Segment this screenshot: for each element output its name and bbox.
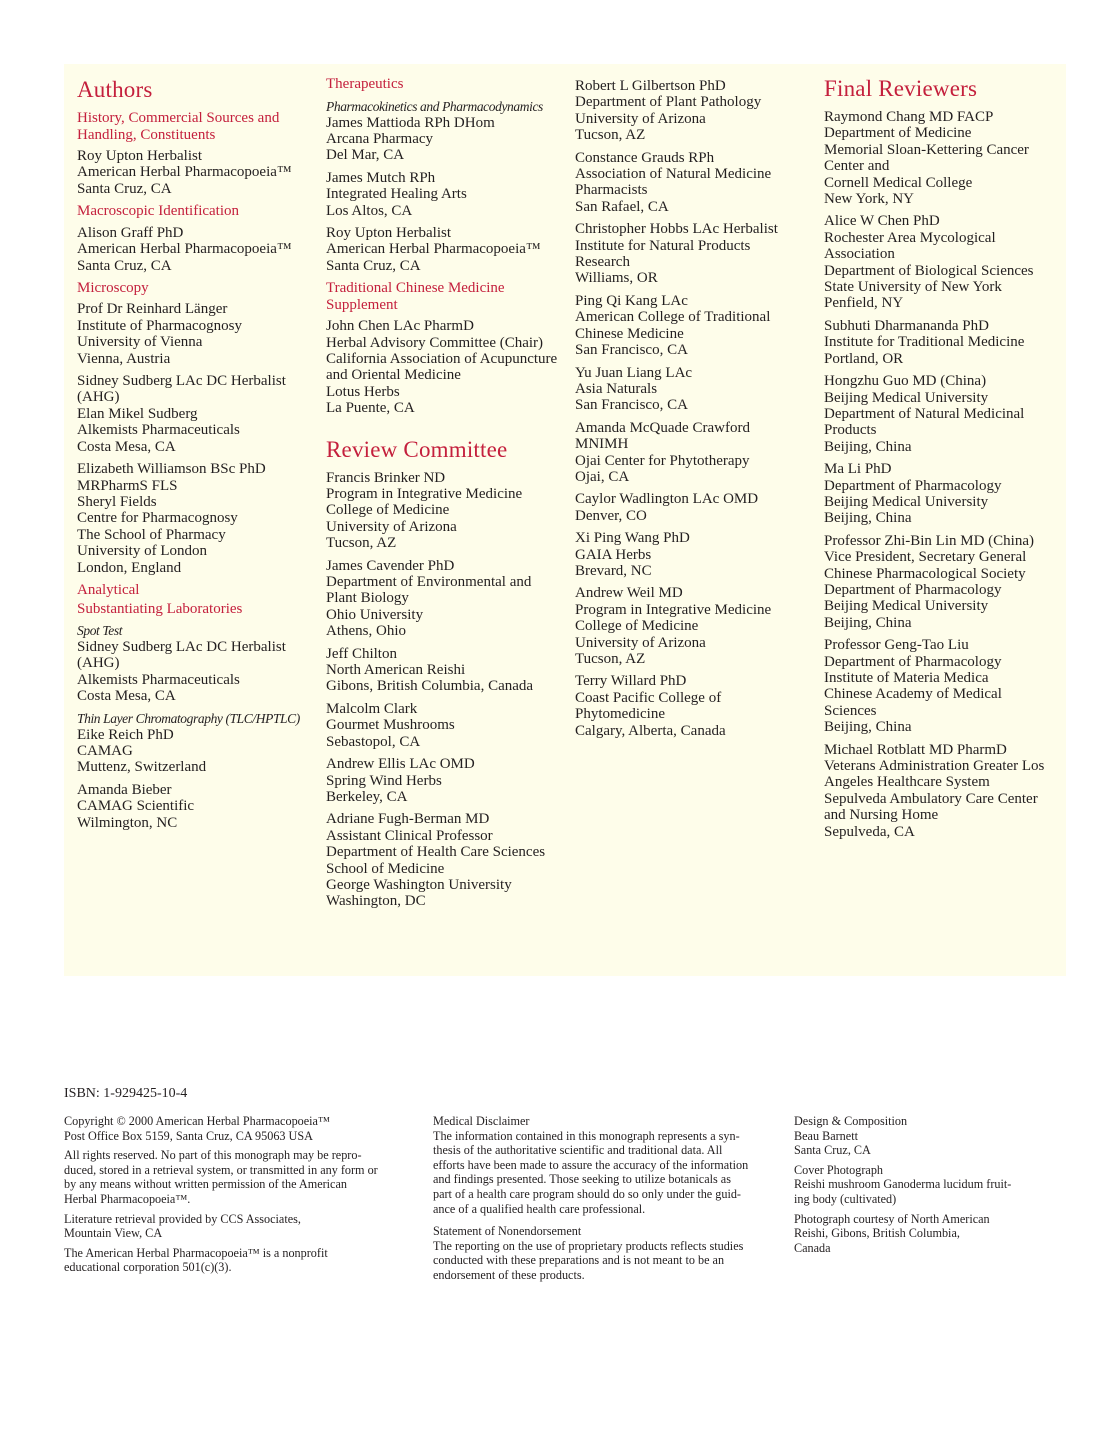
credit-entry [575, 221, 811, 287]
credit-line: Ohio University [326, 606, 424, 623]
credit-line: Williams, OR [575, 270, 658, 287]
credit-line: Del Mar, CA [326, 147, 405, 164]
credit-line: Penfield, NY [824, 295, 904, 312]
credit-line: California Association of Acupuncture [326, 350, 558, 367]
credit-line: MRPharmS FLS [77, 477, 178, 494]
therapeutics-column [326, 76, 561, 916]
credit-line: Santa Cruz, CA [326, 257, 421, 274]
credit-line: San Francisco, CA [575, 397, 688, 414]
credit-entry [77, 373, 309, 455]
subsection-label: Thin Layer Chromatography (TLC/HPTLC) [77, 710, 300, 726]
credit-entry [326, 115, 561, 164]
section-heading-line: Macroscopic Identification [77, 203, 240, 220]
credit-line: Tucson, AZ [575, 651, 646, 667]
credit-line: Sidney Sudberg LAc DC Herbalist [77, 373, 286, 390]
footer-line: The American Herbal Pharmacopoeia™ is a nonprofit [64, 1245, 328, 1260]
credit-line: CAMAG Scientific [77, 798, 195, 815]
credit-line: Andrew Weil MD [575, 585, 683, 602]
credit-line: Elizabeth Williamson BSc PhD [77, 461, 266, 478]
footer-line: and findings presented. Those seeking to utilize botanicals as [433, 1172, 731, 1187]
credit-entry [326, 701, 561, 750]
footer-line: Design & Composition [794, 1114, 908, 1128]
credit-line: Beijing Medical University [824, 493, 989, 510]
review-committee-column-continued [575, 78, 811, 745]
footer-paragraph [64, 1246, 404, 1275]
credit-line: Alice W Chen PhD [824, 213, 940, 230]
section-heading-line: Microscopy [77, 279, 149, 296]
credit-line: Chinese Pharmacological Society [824, 565, 1026, 582]
section-heading-line: History, Commercial Sources and [77, 110, 280, 126]
credit-line: Asia Naturals [575, 380, 658, 397]
credit-line: Beijing, China [824, 614, 912, 631]
credit-entry [326, 558, 561, 640]
credit-entry [326, 470, 561, 552]
credit-line: Beijing, China [824, 438, 912, 455]
credit-line: Beijing, China [824, 510, 912, 527]
footer-line: Reishi mushroom Ganoderma lucidum fruit- [794, 1177, 1012, 1192]
footer-line: Reishi, Gibons, British Columbia, [794, 1226, 960, 1241]
credit-line: School of Medicine [326, 860, 445, 877]
credit-line: James Mutch RPh [326, 169, 436, 186]
footer-paragraph [64, 1148, 404, 1206]
footer-line: Herbal Pharmacopoeia™. [64, 1191, 191, 1206]
credit-line: La Puente, CA [326, 400, 415, 417]
footer-paragraph [794, 1114, 1024, 1158]
section-heading-line: Therapeutics [326, 76, 404, 92]
credit-line: Vice President, Secretary General [824, 549, 1027, 566]
credit-line: Products [824, 422, 877, 439]
credit-line: Washington, DC [326, 893, 426, 910]
section-heading-line: Analytical [77, 581, 140, 598]
copyright-block [64, 1114, 404, 1280]
credit-line: Department of Medicine [824, 125, 972, 142]
credit-line: Institute of Pharmacognosy [77, 317, 242, 334]
footer-line: Cover Photograph [794, 1162, 884, 1177]
credit-line: Alison Graff PhD [77, 224, 184, 241]
credit-line: Subhuti Dharmananda PhD [824, 317, 989, 334]
credit-entry [575, 78, 811, 144]
footer-line: part of a health care program should do so only under the guid- [433, 1186, 741, 1201]
credit-line: Vienna, Austria [77, 350, 171, 367]
credit-line: Roy Upton Herbalist [326, 224, 451, 241]
credit-line: (AHG) [77, 389, 120, 406]
footer-line: All rights reserved. No part of this monograph may be repro- [64, 1148, 362, 1163]
credit-line: Xi Ping Wang PhD [575, 530, 690, 547]
credit-line: Tucson, AZ [326, 535, 397, 552]
credit-line: Department of Natural Medicinal [824, 405, 1025, 422]
credit-line: Constance Grauds RPh [575, 149, 715, 166]
credit-line: Athens, Ohio [326, 623, 406, 640]
credit-line: University of Arizona [326, 518, 457, 535]
authors-column [77, 76, 309, 837]
footer-line: by any means without written permission of the American [64, 1177, 347, 1192]
credit-entry [575, 673, 811, 739]
credit-entry [824, 742, 1056, 840]
credit-line: Beijing, China [824, 719, 912, 736]
credit-line: Center and [824, 158, 890, 175]
credit-line: State University of New York [824, 279, 1002, 296]
credit-line: Los Altos, CA [326, 202, 413, 219]
credit-line: Herbal Advisory Committee (Chair) [326, 334, 544, 351]
credit-line: Gibons, British Columbia, Canada [326, 678, 534, 695]
credit-line: Tucson, AZ [575, 127, 646, 144]
credit-line: Eike Reich PhD [77, 726, 174, 743]
credit-line: The School of Pharmacy [77, 526, 226, 543]
footer-line: Beau Barnett [794, 1128, 858, 1143]
footer-paragraph [64, 1212, 404, 1241]
credit-line: Elan Mikel Sudberg [77, 405, 198, 422]
credit-entry [575, 530, 811, 579]
credit-line: Department of Pharmacology [824, 581, 1002, 598]
section-heading-line: Supplement [326, 296, 398, 313]
credit-line: Robert L Gilbertson PhD [575, 78, 726, 94]
isbn: ISBN: 1-929425-10-4 [64, 1086, 188, 1101]
credit-line: Calgary, Alberta, Canada [575, 722, 726, 739]
credit-line: Program in Integrative Medicine [326, 486, 523, 502]
credit-entry [326, 756, 561, 805]
credit-line: Assistant Clinical Professor [326, 827, 493, 844]
footer-line: Copyright © 2000 American Herbal Pharmacopoeia™ [64, 1114, 330, 1128]
credit-line: CAMAG [77, 742, 133, 759]
footer-line: ance of a qualified health care professional. [433, 1201, 646, 1216]
footer-paragraph [433, 1114, 778, 1216]
credit-line: Angeles Healthcare System [824, 774, 990, 791]
credit-entry [326, 811, 561, 909]
section-heading-line: Substantiating Laboratories [77, 601, 243, 618]
credit-line: Spring Wind Herbs [326, 772, 442, 789]
credit-entry [575, 491, 811, 524]
credit-line: Alkemists Pharmaceuticals [77, 422, 240, 439]
credit-entry [824, 373, 1056, 455]
section-heading [77, 601, 309, 618]
credit-line: Sepulveda, CA [824, 823, 915, 840]
section-heading [77, 280, 309, 297]
credit-line: University of Arizona [575, 110, 706, 127]
credit-line: Gourmet Mushrooms [326, 717, 455, 734]
credit-line: Francis Brinker ND [326, 469, 446, 486]
footer-line: The reporting on the use of proprietary products reflects studies [433, 1238, 744, 1253]
credit-entry [824, 461, 1056, 527]
credit-entry [575, 150, 811, 216]
section-heading [326, 76, 561, 93]
credit-line: Sepulveda Ambulatory Care Center [824, 790, 1038, 807]
credit-line: San Rafael, CA [575, 198, 669, 215]
credit-line: San Francisco, CA [575, 342, 688, 359]
credit-line: Rochester Area Mycological [824, 229, 996, 246]
credit-line: Beijing Medical University [824, 389, 989, 406]
credit-line: University of Arizona [575, 634, 706, 651]
credit-entry [824, 213, 1056, 311]
footer-paragraph [433, 1224, 778, 1282]
credit-line: Research [575, 254, 630, 271]
footer-line: endorsement of these products. [433, 1267, 585, 1282]
credit-line: Integrated Healing Arts [326, 186, 467, 203]
credit-line: New York, NY [824, 191, 915, 208]
credit-line: Department of Health Care Sciences [326, 844, 546, 861]
credit-line: James Mattioda RPh DHom [326, 114, 495, 131]
credit-line: Yu Juan Liang LAc [575, 364, 693, 381]
credit-line: Chinese Medicine [575, 325, 684, 342]
credit-entry [326, 646, 561, 695]
footer-line: efforts have been made to assure the accuracy of the information [433, 1157, 749, 1172]
section-heading [77, 203, 309, 220]
credit-line: Prof Dr Reinhard Länger [77, 301, 228, 318]
credit-entry [77, 148, 309, 197]
credit-line: Program in Integrative Medicine [575, 601, 772, 618]
footer-line: ing body (cultivated) [794, 1191, 897, 1206]
credit-entry [575, 293, 811, 359]
footer-line: Santa Cruz, CA [794, 1143, 871, 1158]
credit-line: Sidney Sudberg LAc DC Herbalist [77, 638, 286, 655]
credit-line: John Chen LAc PharmD [326, 318, 474, 335]
credit-line: Denver, CO [575, 507, 647, 524]
credit-line: Costa Mesa, CA [77, 688, 176, 705]
credit-line: Department of Pharmacology [824, 653, 1002, 670]
credit-line: (AHG) [77, 655, 120, 672]
credit-line: Veterans Administration Greater Los [824, 758, 1045, 775]
credit-line: University of Vienna [77, 334, 203, 351]
credit-line: London, England [77, 559, 182, 576]
footer-line: Medical Disclaimer [433, 1114, 530, 1128]
credit-line: Institute for Traditional Medicine [824, 334, 1025, 351]
credit-line: Portland, OR [824, 350, 904, 367]
credit-line: Institute for Natural Products [575, 237, 751, 254]
credit-line: American College of Traditional [575, 309, 771, 326]
credit-line: GAIA Herbs [575, 546, 652, 563]
credit-line: Wilmington, NC [77, 814, 178, 831]
footer-line: duced, stored in a retrieval system, or transmitted in any form or [64, 1162, 378, 1177]
credit-line: George Washington University [326, 876, 512, 893]
section-heading [77, 582, 309, 599]
credit-line: Association [824, 246, 895, 263]
footer-line: Canada [794, 1240, 831, 1255]
credit-entry [77, 225, 309, 274]
subsection-label: Pharmacokinetics and Pharmacodynamics [326, 98, 543, 114]
credit-line: Plant Biology [326, 590, 409, 607]
credit-line: Raymond Chang MD FACP [824, 109, 994, 125]
credit-entry [77, 301, 309, 367]
credit-line: Muttenz, Switzerland [77, 759, 207, 776]
footer-line: Statement of Nonendorsement [433, 1224, 582, 1239]
credit-line: Brevard, NC [575, 562, 652, 579]
credit-entry [326, 318, 561, 416]
credit-line: Santa Cruz, CA [77, 257, 172, 274]
credit-line: Christopher Hobbs LAc Herbalist [575, 221, 778, 238]
credit-line: Michael Rotblatt MD PharmD [824, 741, 1007, 758]
credit-line: Cornell Medical College [824, 174, 973, 191]
credit-line: Sheryl Fields [77, 493, 157, 510]
credit-line: North American Reishi [326, 662, 466, 679]
credit-line: Lotus Herbs [326, 383, 400, 400]
credit-line: Centre for Pharmacognosy [77, 510, 238, 527]
credit-line: Andrew Ellis LAc OMD [326, 756, 475, 773]
footer-line: Post Office Box 5159, Santa Cruz, CA 95063 USA [64, 1128, 313, 1143]
footer-line: Photograph courtesy of North American [794, 1211, 990, 1226]
footer-line: The information contained in this monograph represents a syn- [433, 1128, 740, 1143]
credit-line: Pharmacists [575, 182, 648, 199]
credit-line: Roy Upton Herbalist [77, 148, 202, 164]
credit-line: Professor Zhi-Bin Lin MD (China) [824, 532, 1034, 549]
review-committee-heading: Review Committee [326, 436, 508, 462]
credit-line: and Nursing Home [824, 807, 939, 824]
credit-line: Jeff Chilton [326, 645, 397, 662]
credit-line: Amanda McQuade Crawford [575, 419, 750, 436]
credit-line: Sciences [824, 702, 877, 719]
credit-line: American Herbal Pharmacopoeia™ [77, 241, 292, 258]
credit-line: Sebastopol, CA [326, 733, 421, 750]
credit-line: Department of Pharmacology [824, 477, 1002, 494]
credit-line: Adriane Fugh-Berman MD [326, 811, 490, 828]
credit-line: Ma Li PhD [824, 461, 892, 478]
credit-line: Berkeley, CA [326, 788, 408, 805]
credit-line: Ojai Center for Phytotherapy [575, 452, 750, 469]
credit-line: Department of Plant Pathology [575, 94, 762, 111]
credit-line: Institute of Materia Medica [824, 670, 989, 686]
credit-line: American Herbal Pharmacopoeia™ [326, 241, 541, 258]
section-heading-line: Handling, Constituents [77, 126, 216, 143]
credit-line: Terry Willard PhD [575, 673, 687, 690]
final-reviewers-column [824, 76, 1056, 846]
footer-paragraph [794, 1212, 1024, 1256]
footer-line: thesis of the authoritative scientific and traditional data. All [433, 1143, 723, 1158]
credit-entry [824, 318, 1056, 367]
credit-entry [575, 585, 811, 667]
credit-line: Ojai, CA [575, 468, 630, 485]
credit-line: Department of Environmental and [326, 574, 532, 591]
footer-line: Mountain View, CA [64, 1226, 163, 1241]
footer-paragraph [64, 1114, 404, 1143]
disclaimer-block [433, 1114, 778, 1288]
credit-line: College of Medicine [575, 618, 699, 635]
credit-line: Department of Biological Sciences [824, 262, 1034, 279]
authors-heading: Authors [77, 77, 153, 102]
credit-line: Hongzhu Guo MD (China) [824, 373, 987, 390]
credit-line: Coast Pacific College of [575, 689, 722, 706]
credit-entry [824, 533, 1056, 631]
section-heading [77, 110, 309, 143]
credit-entry [77, 727, 309, 776]
credit-line: Alkemists Pharmaceuticals [77, 671, 240, 688]
credit-entry [575, 420, 811, 486]
credit-line: Arcana Pharmacy [326, 130, 434, 147]
credit-line: American Herbal Pharmacopoeia™ [77, 164, 292, 181]
credit-entry [326, 170, 561, 219]
credit-line: Chinese Academy of Medical [824, 686, 1002, 703]
credit-line: Amanda Bieber [77, 781, 172, 798]
credit-line: Costa Mesa, CA [77, 438, 176, 455]
credit-line: Malcolm Clark [326, 700, 418, 717]
footer-line: Literature retrieval provided by CCS Associates, [64, 1211, 301, 1226]
credit-entry [824, 637, 1056, 735]
credit-line: Association of Natural Medicine [575, 166, 772, 183]
credit-line: College of Medicine [326, 502, 450, 519]
credit-entry [824, 109, 1056, 207]
credit-line: Professor Geng-Tao Liu [824, 637, 969, 654]
credit-entry [326, 225, 561, 274]
credit-entry [77, 782, 309, 831]
credit-line: Phytomedicine [575, 706, 665, 723]
credit-line: MNIMH [575, 436, 629, 453]
footer-line: educational corporation 501(c)(3). [64, 1260, 232, 1275]
credit-line: James Cavender PhD [326, 557, 455, 574]
final-reviewers-heading: Final Reviewers [824, 76, 978, 101]
credit-entry [77, 639, 309, 705]
credit-line: and Oriental Medicine [326, 367, 461, 384]
credit-line: Ping Qi Kang LAc [575, 292, 688, 309]
subsection-label: Spot Test [77, 622, 123, 638]
credit-line: Santa Cruz, CA [77, 180, 172, 197]
design-credits-block [794, 1114, 1024, 1260]
section-heading-line: Traditional Chinese Medicine [326, 280, 505, 297]
credit-line: Memorial Sloan-Kettering Cancer [824, 141, 1029, 158]
credit-line: Beijing Medical University [824, 598, 989, 615]
footer-paragraph [794, 1163, 1024, 1207]
credit-entry [575, 365, 811, 414]
credit-line: Caylor Wadlington LAc OMD [575, 491, 759, 508]
footer-line: conducted with these preparations and is not meant to be an [433, 1253, 725, 1268]
credit-entry [77, 461, 309, 576]
section-heading [326, 280, 561, 313]
credit-line: University of London [77, 543, 207, 560]
